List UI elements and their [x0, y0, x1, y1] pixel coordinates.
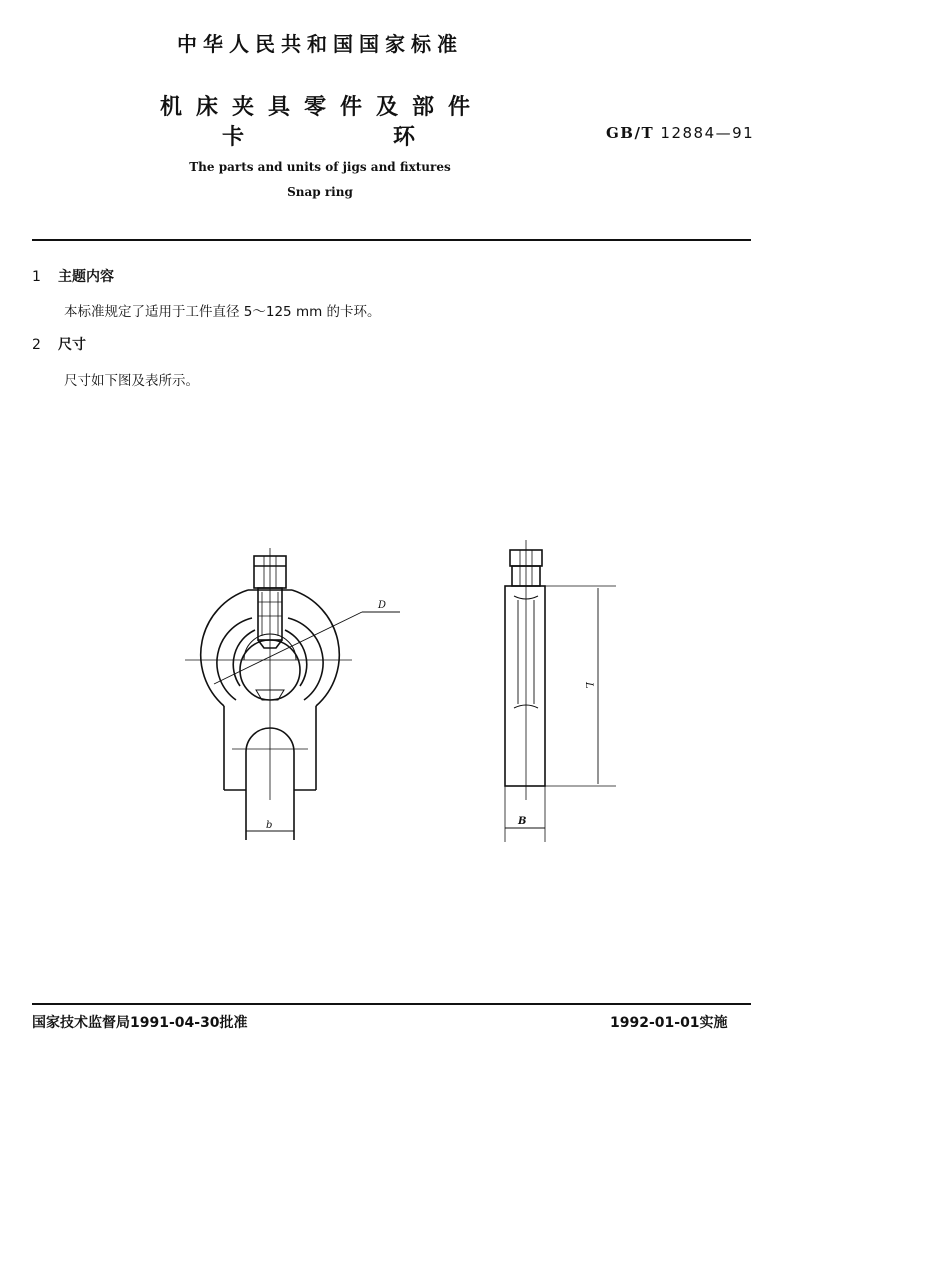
footer-divider — [32, 1003, 751, 1005]
section-title: 主题内容 — [58, 269, 114, 285]
standard-code-number: 12884—91 — [660, 124, 755, 142]
dimension-label-L: L — [583, 682, 594, 689]
standard-subtitle-left: 卡 — [222, 125, 245, 150]
side-view — [505, 540, 616, 842]
standard-subtitle-right: 环 — [393, 125, 416, 150]
section-number: 1 — [32, 269, 41, 285]
dimension-label-D: D — [378, 600, 387, 611]
implementation-date: 1992-01-01实施 — [610, 1015, 728, 1031]
english-subtitle: Snap ring — [287, 185, 353, 199]
dimension-label-b: b — [266, 820, 273, 831]
section-number: 2 — [32, 337, 41, 353]
standard-title: 机床夹具零件及部件 — [160, 95, 485, 120]
national-standard-heading: 中华人民共和国国家标准 — [177, 32, 463, 56]
front-view — [185, 548, 400, 840]
section-title: 尺寸 — [58, 337, 86, 353]
section-2-text: 尺寸如下图及表所示。 — [64, 373, 199, 389]
section-1-text: 本标准规定了适用于工件直径 5～125 mm 的卡环。 — [64, 304, 381, 320]
dimension-label-B: B — [518, 816, 527, 827]
approval-date: 国家技术监督局1991-04-30批准 — [32, 1015, 248, 1031]
english-title: The parts and units of jigs and fixtures — [189, 160, 451, 174]
standard-code-prefix: GB/T — [606, 124, 655, 142]
